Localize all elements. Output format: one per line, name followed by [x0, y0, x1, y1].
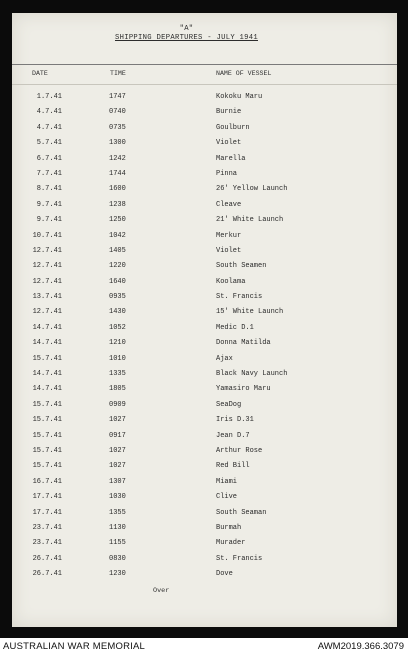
- table-row: [12, 553, 397, 568]
- row-vessel: Medic D.1: [216, 323, 254, 332]
- row-date: 5.7.41: [36, 139, 62, 148]
- table-row: [12, 460, 397, 475]
- table-row: [12, 91, 397, 106]
- row-date: 17.7.41: [32, 508, 62, 517]
- row-time: 1027: [109, 462, 126, 471]
- row-time: 1430: [109, 308, 126, 317]
- table-row: [12, 230, 397, 245]
- row-time: 1307: [109, 477, 126, 486]
- row-vessel: Burnie: [216, 108, 242, 117]
- row-time: 0735: [109, 123, 126, 132]
- table-row: [12, 199, 397, 214]
- caption-source: AUSTRALIAN WAR MEMORIAL: [3, 641, 146, 652]
- row-time: 1355: [109, 508, 126, 517]
- table-row: [12, 383, 397, 398]
- row-time: 1805: [109, 385, 126, 394]
- row-time: 1210: [109, 339, 126, 348]
- row-vessel: Clive: [216, 493, 238, 502]
- row-date: 14.7.41: [32, 339, 62, 348]
- table-row: [12, 430, 397, 445]
- table-row: [12, 260, 397, 275]
- row-vessel: Violet: [216, 139, 242, 148]
- row-vessel: Arthur Rose: [216, 446, 263, 455]
- table-row: [12, 153, 397, 168]
- row-vessel: Kokoku Maru: [216, 93, 263, 101]
- row-vessel: Koolama: [216, 277, 246, 286]
- row-vessel: South Seamen: [216, 262, 267, 271]
- row-time: 1130: [109, 523, 126, 532]
- row-time: 1335: [109, 370, 126, 379]
- row-vessel: Ajax: [216, 354, 233, 363]
- row-vessel: Goulburn: [216, 123, 250, 132]
- row-date: 12.7.41: [32, 262, 62, 271]
- table-row: [12, 276, 397, 291]
- row-time: 1600: [109, 185, 126, 194]
- document-subtitle: SHIPPING DEPARTURES - JULY 1941: [114, 34, 258, 42]
- row-vessel: Violet: [216, 246, 242, 255]
- table-row: [12, 183, 397, 198]
- table-row: [12, 399, 397, 414]
- row-vessel: Merkur: [216, 231, 242, 240]
- row-vessel: Marella: [216, 154, 246, 163]
- row-date: 4.7.41: [36, 108, 62, 117]
- table-row: [12, 122, 397, 137]
- row-date: 23.7.41: [32, 523, 62, 532]
- table-row: [12, 337, 397, 352]
- row-time: 0830: [109, 554, 126, 563]
- row-time: 1242: [109, 154, 126, 163]
- column-header-row: [12, 66, 397, 82]
- row-date: 6.7.41: [36, 154, 62, 163]
- table-row: [12, 537, 397, 552]
- row-date: 12.7.41: [32, 277, 62, 286]
- row-date: 14.7.41: [32, 385, 62, 394]
- table-row: [12, 306, 397, 321]
- row-date: 15.7.41: [32, 354, 62, 363]
- departures-table: [12, 91, 397, 584]
- row-time: 1230: [109, 570, 126, 579]
- header-underline: [12, 84, 397, 85]
- footer-over: Over: [153, 587, 170, 595]
- row-time: 1238: [109, 200, 126, 209]
- table-row: [12, 368, 397, 383]
- table-row: [12, 291, 397, 306]
- row-date: 1.7.41: [36, 93, 62, 101]
- row-date: 4.7.41: [36, 123, 62, 132]
- row-date: 17.7.41: [32, 493, 62, 502]
- row-vessel: Yamasiro Maru: [216, 385, 271, 394]
- row-time: 0935: [109, 293, 126, 302]
- row-vessel: Cleave: [216, 200, 242, 209]
- row-time: 1155: [109, 539, 126, 548]
- row-vessel: Black Navy Launch: [216, 370, 288, 379]
- row-date: 15.7.41: [32, 400, 62, 409]
- row-time: 1030: [109, 493, 126, 502]
- table-row: [12, 476, 397, 491]
- table-row: [12, 414, 397, 429]
- row-time: 0740: [109, 108, 126, 117]
- table-row: [12, 353, 397, 368]
- row-time: 1220: [109, 262, 126, 271]
- row-date: 12.7.41: [32, 308, 62, 317]
- row-date: 13.7.41: [32, 293, 62, 302]
- row-time: 1250: [109, 216, 126, 225]
- table-row: [12, 568, 397, 583]
- header-rule: [12, 64, 397, 65]
- row-time: 1052: [109, 323, 126, 332]
- document-title: "A": [179, 25, 194, 33]
- row-vessel: 26' Yellow Launch: [216, 185, 288, 194]
- row-vessel: Murader: [216, 539, 246, 548]
- row-time: 1042: [109, 231, 126, 240]
- row-vessel: Burmah: [216, 523, 242, 532]
- row-vessel: St. Francis: [216, 293, 263, 302]
- row-date: 10.7.41: [32, 231, 62, 240]
- table-row: [12, 214, 397, 229]
- table-row: [12, 137, 397, 152]
- column-header-date: DATE: [32, 70, 48, 77]
- document-page: [12, 13, 397, 627]
- row-time: 1010: [109, 354, 126, 363]
- row-vessel: South Seaman: [216, 508, 267, 517]
- row-date: 12.7.41: [32, 246, 62, 255]
- row-date: 15.7.41: [32, 416, 62, 425]
- row-vessel: 15' White Launch: [216, 308, 284, 317]
- table-row: [12, 245, 397, 260]
- row-vessel: Jean D.7: [216, 431, 250, 440]
- row-time: 0917: [109, 431, 126, 440]
- table-row: [12, 522, 397, 537]
- row-date: 16.7.41: [32, 477, 62, 486]
- row-time: 1405: [109, 246, 126, 255]
- row-date: 9.7.41: [36, 200, 62, 209]
- row-time: 1744: [109, 169, 126, 178]
- row-date: 15.7.41: [32, 462, 62, 471]
- column-header-vessel: NAME OF VESSEL: [216, 70, 272, 77]
- row-vessel: Iris D.31: [216, 416, 254, 425]
- row-vessel: Pinna: [216, 169, 238, 178]
- row-date: 15.7.41: [32, 431, 62, 440]
- column-header-time: TIME: [110, 70, 126, 77]
- table-row: [12, 491, 397, 506]
- row-time: 1027: [109, 446, 126, 455]
- row-date: 15.7.41: [32, 446, 62, 455]
- row-date: 26.7.41: [32, 570, 62, 579]
- row-vessel: St. Francis: [216, 554, 263, 563]
- row-date: 14.7.41: [32, 323, 62, 332]
- table-row: [12, 507, 397, 522]
- row-time: 1027: [109, 416, 126, 425]
- row-vessel: Dove: [216, 570, 233, 579]
- row-vessel: SeaDog: [216, 400, 242, 409]
- row-vessel: 21' White Launch: [216, 216, 284, 225]
- row-vessel: Red Bill: [216, 462, 250, 471]
- row-vessel: Miami: [216, 477, 238, 486]
- row-date: 14.7.41: [32, 370, 62, 379]
- caption-accession-number: AWM2019.366.3079: [317, 641, 404, 652]
- row-date: 7.7.41: [36, 169, 62, 178]
- row-date: 8.7.41: [36, 185, 62, 194]
- table-row: [12, 106, 397, 121]
- row-date: 23.7.41: [32, 539, 62, 548]
- table-row: [12, 168, 397, 183]
- row-time: 1300: [109, 139, 126, 148]
- row-date: 9.7.41: [36, 216, 62, 225]
- table-row: [12, 322, 397, 337]
- table-row: [12, 445, 397, 460]
- row-time: 1747: [109, 93, 126, 101]
- row-time: 0909: [109, 400, 126, 409]
- row-vessel: Donna Matilda: [216, 339, 271, 348]
- row-date: 26.7.41: [32, 554, 62, 563]
- row-time: 1640: [109, 277, 126, 286]
